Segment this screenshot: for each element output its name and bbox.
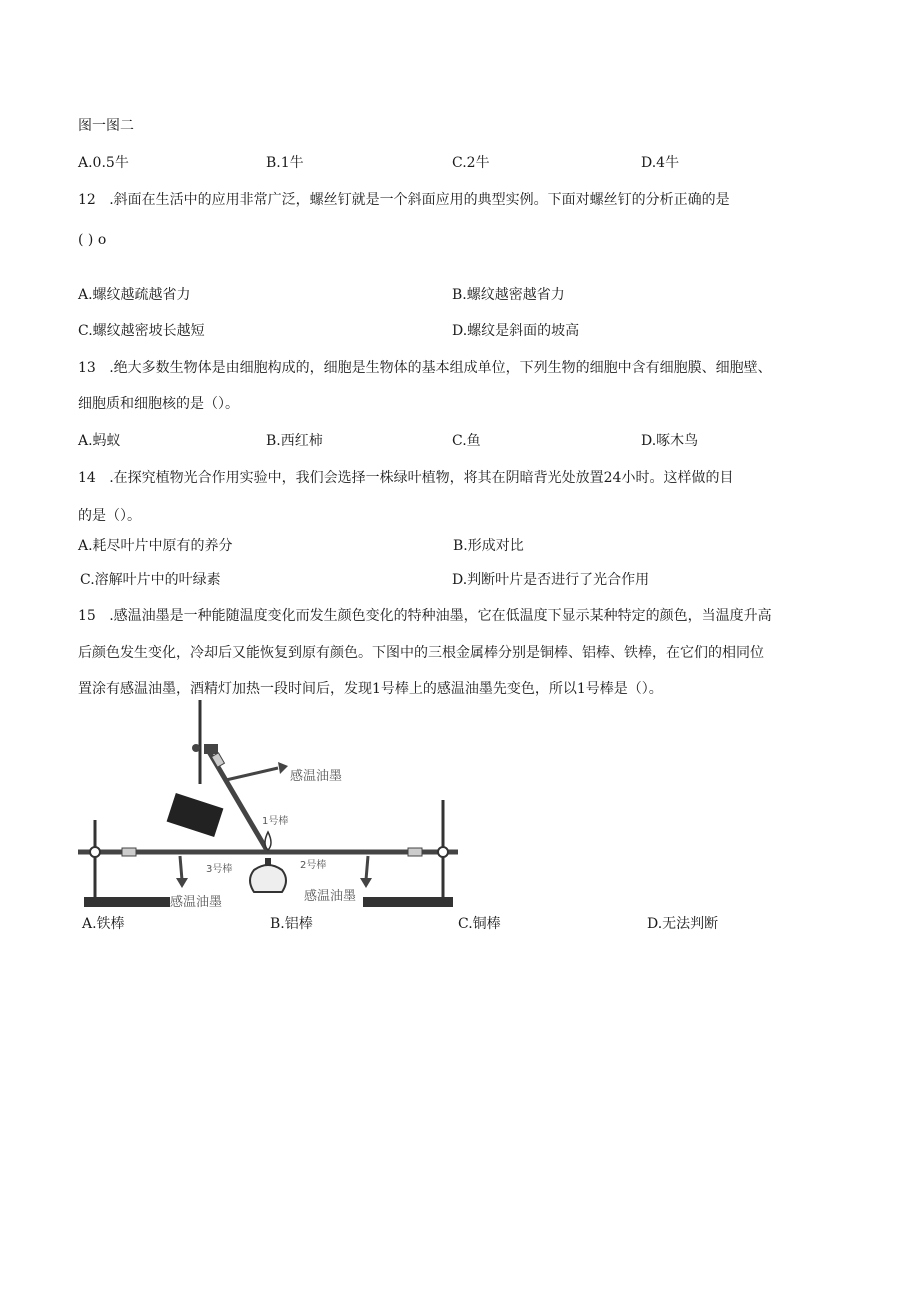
q14-option-c[interactable]: C.溶解叶片中的叶绿素: [80, 572, 221, 588]
arrow-right-line: [366, 856, 368, 880]
q14-stem-line1: [78, 468, 733, 488]
q12-option-c[interactable]: C.螺纹越密坡长越短: [78, 323, 205, 339]
q13-option-a[interactable]: A.蚂蚁: [78, 433, 121, 449]
q11-option-d[interactable]: D.4牛: [641, 155, 680, 171]
clamp-knob: [192, 744, 200, 752]
q14-number: 14: [78, 470, 96, 486]
experiment-figure: [78, 700, 458, 914]
q12-option-a[interactable]: A.螺纹越疏越省力: [78, 287, 191, 303]
label-ink-top: 感温油墨: [290, 769, 343, 784]
figure-caption: 图一图二: [78, 118, 134, 134]
arrow-top-head: [278, 762, 288, 774]
q15-stem-line2: 后颜色发生变化，冷却后又能恢复到原有颜色。下图中的三根金属棒分别是铜棒、铝棒、铁棒，在它们的相同位: [78, 645, 764, 661]
q13-stem-line2: 细胞质和细胞核的是（）。: [78, 396, 239, 412]
q13-text: .绝大多数生物体是由细胞构成的，细胞是生物体的基本组成单位，下列生物的细胞中含有细胞膜、细胞壁、: [109, 360, 772, 376]
q15-option-c[interactable]: C.铜棒: [458, 916, 501, 932]
q15-text: .感温油墨是一种能随温度变化而发生颜色变化的特种油墨，它在低温度下显示某种特定的颜色，当温度升高: [109, 608, 772, 624]
label-rod1: 1号棒: [262, 816, 289, 827]
q14-option-b[interactable]: B.形成对比: [453, 538, 524, 554]
top-stand-base: [167, 793, 224, 837]
arrow-left-head: [176, 878, 188, 888]
q15-number: 15: [78, 608, 96, 624]
alcohol-lamp-body: [250, 865, 286, 892]
q12-number: 12: [78, 192, 96, 208]
left-stand-base: [84, 897, 170, 907]
right-joint: [438, 847, 448, 857]
q15-option-d[interactable]: D.无法判断: [647, 916, 719, 932]
arrow-left-line: [180, 856, 182, 880]
label-ink-left: 感温油墨: [170, 895, 223, 910]
right-stand-base: [363, 897, 453, 907]
q12-stem-line2: ( ) o: [78, 232, 107, 248]
q15-option-a[interactable]: A.铁棒: [82, 916, 125, 932]
ink-mark-rod2: [408, 848, 422, 856]
label-rod3: 3号棒: [206, 864, 233, 875]
arrow-right-head: [360, 878, 372, 888]
q13-number: 13: [78, 360, 96, 376]
q13-option-c[interactable]: C.鱼: [452, 433, 481, 449]
label-rod2: 2号棒: [300, 860, 327, 871]
q11-option-a[interactable]: A.0.5牛: [78, 155, 129, 171]
arrow-top-line: [226, 768, 278, 780]
q14-option-a[interactable]: A.耗尽叶片中原有的养分: [78, 538, 233, 554]
q12-option-d[interactable]: D.螺纹是斜面的坡高: [452, 323, 580, 339]
q15-stem-line1: [78, 606, 772, 626]
q13-option-d[interactable]: D.啄木鸟: [641, 433, 699, 449]
label-ink-right: 感温油墨: [304, 889, 357, 904]
q14-option-d[interactable]: D.判断叶片是否进行了光合作用: [452, 572, 650, 588]
q12-text: .斜面在生活中的应用非常广泛，螺丝钉就是一个斜面应用的典型实例。下面对螺丝钉的分析正确的是: [109, 192, 730, 208]
lamp-flame: [265, 832, 271, 850]
q13-option-b[interactable]: B.西红柿: [266, 433, 323, 449]
q11-option-b[interactable]: B.1牛: [266, 155, 304, 171]
q15-stem-line3: 置涂有感温油墨，酒精灯加热一段时间后，发现1号棒上的感温油墨先变色，所以1号棒是（）。: [78, 681, 663, 697]
q12-option-b[interactable]: B.螺纹越密越省力: [452, 287, 565, 303]
q14-text: .在探究植物光合作用实验中，我们会选择一株绿叶植物，将其在阴暗背光处放置24小时。这样做的目: [109, 470, 734, 486]
q11-option-c[interactable]: C.2牛: [452, 155, 490, 171]
ink-mark-rod3: [122, 848, 136, 856]
q12-stem-line1: [78, 190, 730, 210]
rods-diagram: [78, 700, 458, 914]
left-joint: [90, 847, 100, 857]
q14-stem-line2: 的是（）。: [78, 508, 141, 524]
q15-option-b[interactable]: B.铝棒: [270, 916, 313, 932]
q13-stem-line1: [78, 358, 772, 378]
